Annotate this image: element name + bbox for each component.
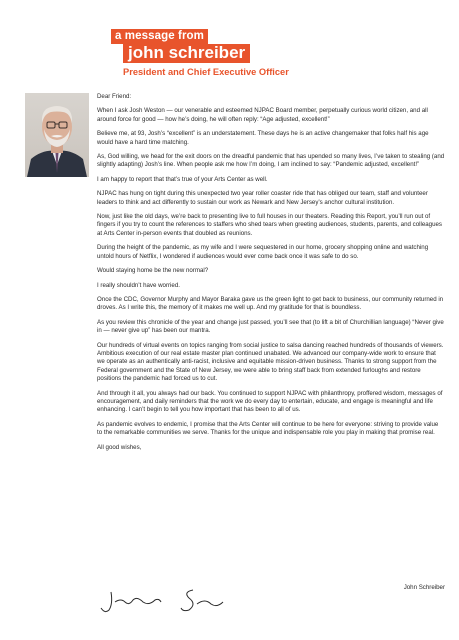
header-subtitle: President and Chief Executive Officer xyxy=(123,67,289,77)
paragraph: I really shouldn’t have worried. xyxy=(97,281,180,289)
paragraph: And through it all, you always had our back. You continued to support NJPAC with philanthropy, proffered wisdom, messages of encouragement, and daily reminders that the work we do every day to entertain, educate, and engage is meaningful and life enhancing. I can’t begin to tell you how important that has been to all of us. xyxy=(97,389,443,414)
paragraph: When I ask Josh Weston — our venerable and esteemed NJPAC Board member, perpetually curious world citizen, and all around force for good — how he’s doing, he will often reply: “Age adjusted, excellent!” xyxy=(97,107,428,123)
letter-body xyxy=(97,93,445,458)
paragraph: Once the CDC, Governor Murphy and Mayor Baraka gave us the green light to get back to business, our community returned in droves. As I write this, the memory of it makes me well up. And my gratitude for that is boundless. xyxy=(97,295,444,312)
header-line-1: a message from xyxy=(111,29,208,44)
paragraph: Believe me, at 93, Josh’s “excellent” is an understatement. These days he is an active changemaker that folks half his age would have a hard time matching. xyxy=(97,130,429,146)
handwritten-signature xyxy=(97,578,277,618)
paragraph: As you review this chronicle of the year and change just passed, you’ll see that (to lift a bit of Churchillian language) “Never give in — never give up” has been our mantra. xyxy=(97,318,444,335)
portrait-photo xyxy=(25,93,89,177)
closing: All good wishes, xyxy=(97,443,142,451)
paragraph: Now, just like the old days, we’re back to presenting live to full houses in our theaters. Reading this Report, you’ll run out of fingers if you try to count the references to staffers who shed tears when greeting audiences, students, parents, and colleagues at Arts Center in-person events that doubled as reunions. xyxy=(97,213,442,237)
paragraph: NJPAC has hung on tight during this unexpected two year roller coaster ride that has obliged our team, staff and volunteer leaders to think and act differently to sustain our work as Newark and New Jersey’s anchor cultural institution. xyxy=(97,190,428,206)
paragraph: Our hundreds of virtual events on topics ranging from social justice to salsa dancing reached hundreds of thousands of viewers. Ambitious execution of our real estate master plan continued unabated. We advanced our company-wide work to ensure that we operate as an authentically anti-racist, inclusive and equitable mission-driven business. Thanks to strong support from the Federal government and the State of New Jersey, we were able to bring staff back from extended furloughs and restore positions the pandemic had forced us to cut. xyxy=(97,341,444,383)
signed-name: John Schreiber xyxy=(403,584,445,591)
paragraph: During the height of the pandemic, as my wife and I were sequestered in our home, grocery shopping online and watching untold hours of Netflix, I wondered if audiences would ever come back once it was safe to do so. xyxy=(97,244,429,260)
paragraph: I am happy to report that that’s true of your Arts Center as well. xyxy=(97,175,268,183)
paragraph: As, God willing, we head for the exit doors on the dreadful pandemic that has upended so many lives, I’ve taken to stealing (and slightly adapting) Josh’s line. When people ask me how I’m doing, I am inclined to say: “Pandemic adjusted, excellent!” xyxy=(97,153,445,169)
letter-header xyxy=(111,26,411,77)
paragraph: Would staying home be the new normal? xyxy=(97,267,209,275)
header-name: john schreiber xyxy=(123,44,250,63)
signature-block xyxy=(97,578,445,622)
paragraph: As pandemic evolves to endemic, I promise that the Arts Center will continue to be here for everyone: striving to provide value to the remarkable communities we serve. Thanks for the unique and indispensable role you play in making that promise real. xyxy=(97,420,439,437)
salutation: Dear Friend: xyxy=(97,93,132,100)
